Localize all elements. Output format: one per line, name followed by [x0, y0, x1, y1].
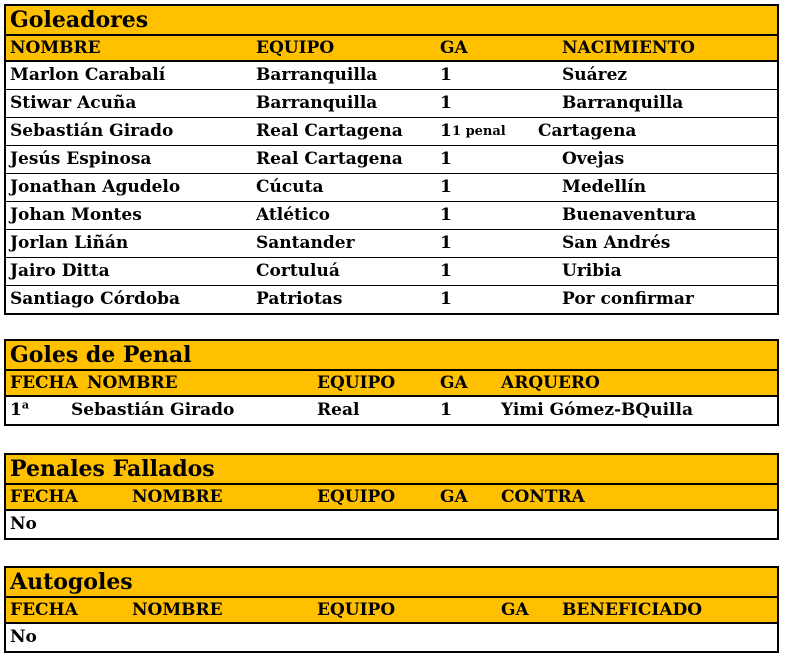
ga-note: 1 penal: [452, 124, 506, 139]
nacimiento-cell: Cartagena: [538, 121, 637, 141]
ga-cell: 1: [440, 205, 452, 225]
goles-penal-header-row: [6, 371, 777, 397]
ga-cell: 1: [440, 177, 452, 197]
header-nombre: NOMBRE: [10, 38, 101, 58]
equipo-cell: Patriotas: [256, 289, 343, 309]
header-equipo: EQUIPO: [317, 487, 396, 507]
fecha-cell: 1$^a$: [10, 398, 29, 420]
equipo-cell: Real Cartagena: [256, 149, 403, 169]
header-ga: GA: [440, 487, 468, 507]
nacimiento-cell: Medellín: [562, 177, 647, 197]
nombre-cell: Johan Montes: [10, 205, 142, 225]
table-row: [6, 62, 777, 90]
table-row: [6, 397, 777, 424]
penales-fallados-title: Penales Fallados: [6, 455, 777, 485]
equipo-cell: Barranquilla: [256, 65, 378, 85]
equipo-cell: Atlético: [256, 205, 331, 225]
header-equipo: EQUIPO: [256, 38, 335, 58]
equipo-cell: Cortuluá: [256, 261, 340, 281]
nacimiento-cell: Barranquilla: [562, 93, 684, 113]
autogoles-title: Autogoles: [6, 568, 777, 598]
table-row: [6, 258, 777, 286]
header-fecha: FECHA: [10, 600, 78, 620]
nacimiento-cell: Buenaventura: [562, 205, 697, 225]
equipo-cell: Real Cartagena: [256, 121, 403, 141]
header-nombre: NOMBRE: [87, 373, 178, 393]
table-row: [6, 90, 777, 118]
fecha-cell: No: [10, 627, 37, 647]
nombre-cell: Sebastián Girado: [71, 400, 235, 420]
ga-cell: 1: [440, 261, 452, 281]
header-equipo: EQUIPO: [317, 373, 396, 393]
ga-cell: 1: [440, 93, 452, 113]
goleadores-body: [6, 62, 777, 313]
header-ga: GA: [440, 38, 468, 58]
table-row: [6, 118, 777, 146]
ga-cell: 1: [440, 400, 452, 420]
header-beneficiado: BENEFICIADO: [562, 600, 703, 620]
header-equipo: EQUIPO: [317, 600, 396, 620]
equipo-cell: Cúcuta: [256, 177, 324, 197]
header-nombre: NOMBRE: [132, 487, 223, 507]
header-fecha: FECHA: [10, 373, 78, 393]
goleadores-header-row: [6, 36, 777, 62]
nacimiento-cell: Por confirmar: [562, 289, 694, 309]
header-contra: CONTRA: [501, 487, 585, 507]
nacimiento-cell: Uribia: [562, 261, 622, 281]
goleadores-table: [4, 4, 779, 315]
goles-penal-title: Goles de Penal: [6, 341, 777, 371]
ga-cell: 1: [440, 65, 452, 85]
header-nacimiento: NACIMIENTO: [562, 38, 695, 58]
goles-penal-table: [4, 339, 779, 426]
equipo-cell: Barranquilla: [256, 93, 378, 113]
nombre-cell: Stiwar Acuña: [10, 93, 137, 113]
header-fecha: FECHA: [10, 487, 78, 507]
table-row: [6, 230, 777, 258]
nombre-cell: Santiago Córdoba: [10, 289, 181, 309]
header-ga: GA: [440, 373, 468, 393]
goleadores-title: Goleadores: [6, 6, 777, 36]
table-row: [6, 174, 777, 202]
table-row: [6, 202, 777, 230]
nacimiento-cell: San Andrés: [562, 233, 671, 253]
nacimiento-cell: Ovejas: [562, 149, 625, 169]
nombre-cell: Jesús Espinosa: [10, 149, 152, 169]
table-row: [6, 286, 777, 313]
nacimiento-cell: Suárez: [562, 65, 628, 85]
nombre-cell: Marlon Carabalí: [10, 65, 166, 85]
autogoles-table: [4, 566, 779, 653]
table-row: [6, 624, 777, 651]
arquero-cell: Yimi Gómez-BQuilla: [501, 400, 693, 420]
ga-cell: 1: [440, 289, 452, 309]
penales-fallados-header-row: [6, 485, 777, 511]
header-ga: GA: [501, 600, 529, 620]
table-row: [6, 511, 777, 538]
ga-cell: 1: [440, 149, 452, 169]
autogoles-header-row: [6, 598, 777, 624]
fecha-cell: No: [10, 514, 37, 534]
equipo-cell: Santander: [256, 233, 355, 253]
nombre-cell: Jairo Ditta: [10, 261, 110, 281]
ga-cell: 1: [440, 233, 452, 253]
nombre-cell: Jorlan Liñán: [10, 233, 129, 253]
ga-cell: 1: [440, 121, 452, 141]
nombre-cell: Jonathan Agudelo: [10, 177, 181, 197]
equipo-cell: Real: [317, 400, 360, 420]
table-row: [6, 146, 777, 174]
penales-fallados-table: [4, 453, 779, 540]
header-nombre: NOMBRE: [132, 600, 223, 620]
nombre-cell: Sebastián Girado: [10, 121, 174, 141]
header-arquero: ARQUERO: [501, 373, 600, 393]
